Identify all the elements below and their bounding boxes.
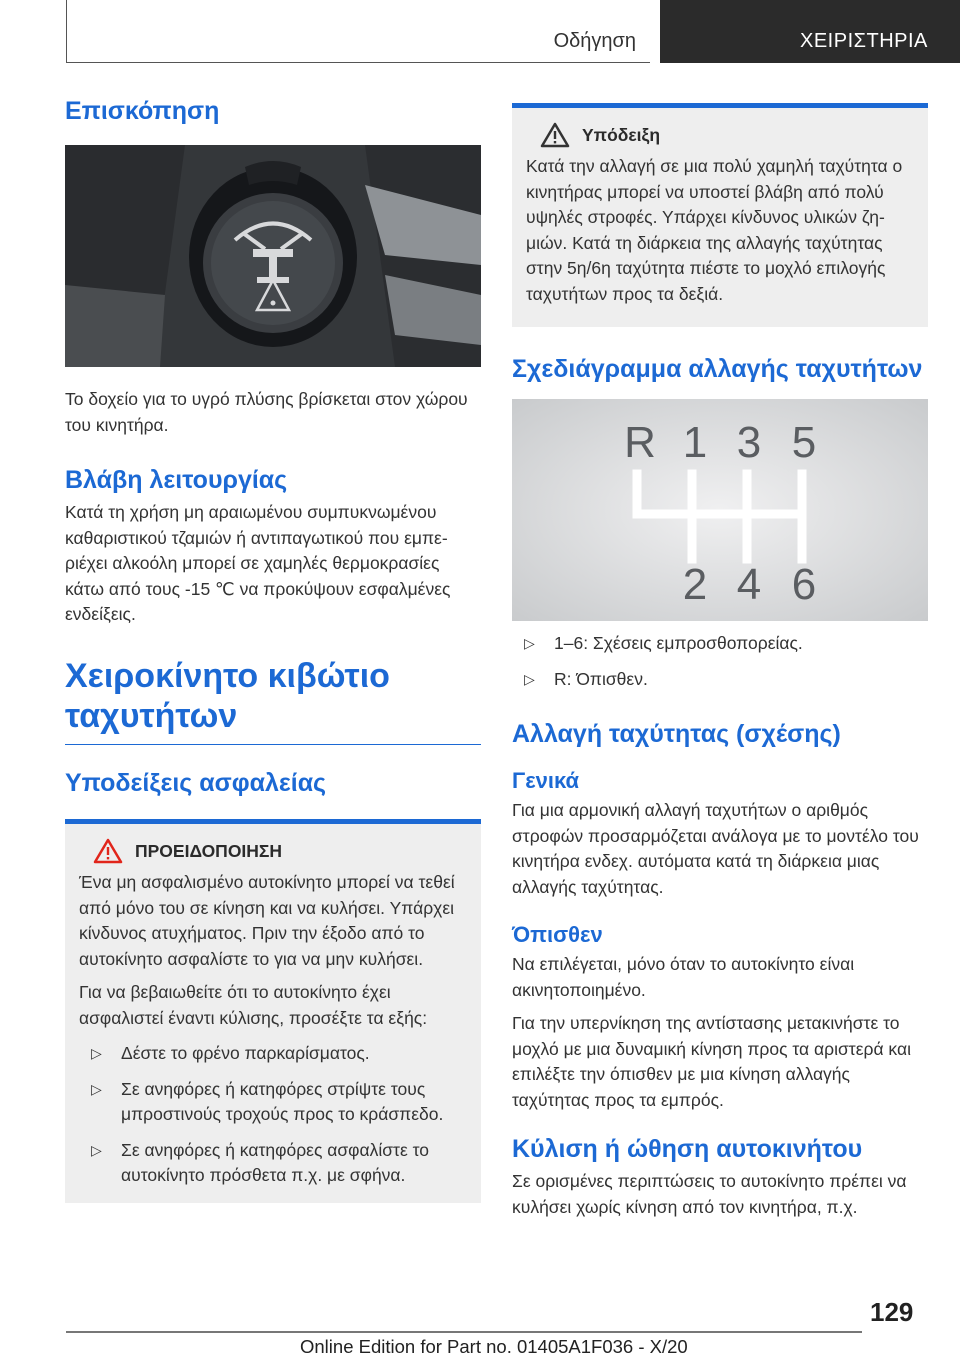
list-item: ▷ R: Όπισθεν. [512, 667, 928, 693]
general-text: Για μια αρμονική αλλαγή ταχυτήτων ο αριθμός στροφών προσαρμόζεται ανάλογα με το μοντέλο του κινητήρα ενδεχ. αυτόματα κατά τη διάρκεια μιας αλλαγής ταχύτητας. [512, 800, 919, 897]
gear-label-4: 4 [736, 560, 762, 609]
notice-triangle-icon [540, 122, 570, 148]
footer-divider [66, 1331, 862, 1333]
reverse-heading: Όπισθεν [512, 922, 603, 947]
gear-label-r: R [624, 418, 656, 467]
warning-title: ΠΡΟΕΙΔΟΠΟΙΗΣΗ [135, 840, 283, 861]
reverse-text-2: Για την υπερνίκηση της αντίστασης μετακινήστε το μοχλό με μια δυναμική κίνηση προς τα αριστερά και επιλέξτε την όπισθεν με μια κίνηση αλλαγής ταχύτητας προς τα εμπρός. [512, 1013, 911, 1110]
gear-legend-list [512, 631, 928, 692]
footer-edition: Online Edition for Part no. 01405A1F036 - X/20 [300, 1336, 688, 1357]
right-column [512, 103, 928, 1220]
section-divider [65, 744, 481, 746]
gear-label-5: 5 [791, 418, 817, 467]
list-item: ▷ Σε ανηφόρες ή κατηφόρες ασφαλίστε το αυτοκίνητο πρόσθετα π.χ. με σφήνα. [79, 1138, 467, 1189]
warning-text-2: Για να βεβαιωθείτε ότι το αυτοκίνητο έχει ασφαλιστεί έναντι κύλισης, προσέξτε τα εξής: [79, 982, 428, 1028]
left-column [65, 95, 481, 1203]
header-section-title: Οδήγηση [553, 30, 636, 52]
gear-label-3: 3 [736, 418, 762, 467]
malfunction-heading: Βλάβη λειτουργίας [65, 466, 288, 494]
list-item: ▷ Δέστε το φρένο παρκαρίσματος. [79, 1041, 467, 1067]
shift-pattern-svg [512, 399, 928, 621]
rolling-text: Σε ορισμένες περιπτώσεις το αυτοκίνητο πρέπει να κυλήσει χωρίς κίνηση από τον κινητήρα, π.χ. [512, 1171, 907, 1217]
warning-title-row [93, 838, 467, 864]
washer-reservoir-photo [65, 145, 481, 367]
shift-diagram-heading: Σχεδιάγραμμα αλλαγής ταχυτήτων [512, 355, 923, 383]
gear-label-2: 2 [682, 560, 708, 609]
header-chapter-title: ΧΕΙΡΙΣΤΗΡΙΑ [800, 30, 928, 52]
overview-text: Το δοχείο για το υγρό πλύσης βρίσκεται στον χώρου του κινητήρα. [65, 389, 468, 435]
malfunction-text: Κατά τη χρήση μη αραιωμένου συμπυκνωμένου καθαριστικού τζαμιών ή αντιπαγωτικού που εμπεριέχει αλκοόλη μπορεί σε χαμηλές θερμοκρασίες κάτω από τους -15 ℃ να προκύψουν εσφαλμένες ενδείξεις. [65, 502, 451, 624]
warning-text-1: Ένα μη ασφαλισμένο αυτοκίνητο μπορεί να τεθεί από μόνο του σε κίνηση και να κυλήσει. Υπάρχει κίνδυνος ατυχήματος. Πριν την έξοδο από το αυτοκίνητο ασφαλίστε το για να μην κυλήσει. [79, 872, 455, 969]
header-section-box [66, 0, 650, 63]
header-chapter-tab [660, 0, 960, 63]
warning-list [79, 1041, 467, 1189]
gear-label-6: 6 [791, 560, 817, 609]
gear-change-heading: Αλλαγή ταχύτητας (σχέσης) [512, 720, 841, 748]
list-item: ▷ Σε ανηφόρες ή κατηφόρες στρίψτε τους μπροστινούς τροχούς προς το κράσπεδο. [79, 1077, 467, 1128]
list-item: ▷ 1–6: Σχέσεις εμπροσθοπορείας. [512, 631, 928, 657]
washer-reservoir-illustration [65, 145, 481, 367]
shift-pattern-diagram [512, 399, 928, 621]
warning-box [65, 819, 481, 1203]
reverse-text-1: Να επιλέγεται, μόνο όταν το αυτοκίνητο είναι ακινητοποιημένο. [512, 954, 855, 1000]
notice-text: Κατά την αλλαγή σε μια πολύ χαμηλή ταχύτητα ο κινητήρας μπορεί να υποστεί βλάβη από πολύ υψηλές στροφές. Υπάρχει κίνδυνος υλικών ζημιών. Κατά τη διάρκεια της αλλαγής ταχύτητας στην 5η/6η ταχύτητα πιέστε το μοχλό επιλογής ταχυτήτων προς τα δεξιά. [526, 156, 903, 304]
warning-triangle-icon [93, 838, 123, 864]
overview-heading: Επισκόπηση [65, 97, 220, 125]
general-heading: Γενικά [512, 768, 580, 793]
notice-box [512, 103, 928, 327]
notice-title-row [540, 122, 914, 148]
safety-heading: Υποδείξεις ασφαλείας [65, 769, 327, 797]
manual-gearbox-heading: Χειροκίνητο κιβώτιο ταχυτήτων [65, 656, 390, 735]
gear-label-1: 1 [682, 418, 708, 467]
page-number: 129 [870, 1297, 914, 1327]
rolling-heading: Κύλιση ή ώθηση αυτοκινήτου [512, 1135, 863, 1163]
notice-title: Υπόδειξη [582, 124, 661, 145]
